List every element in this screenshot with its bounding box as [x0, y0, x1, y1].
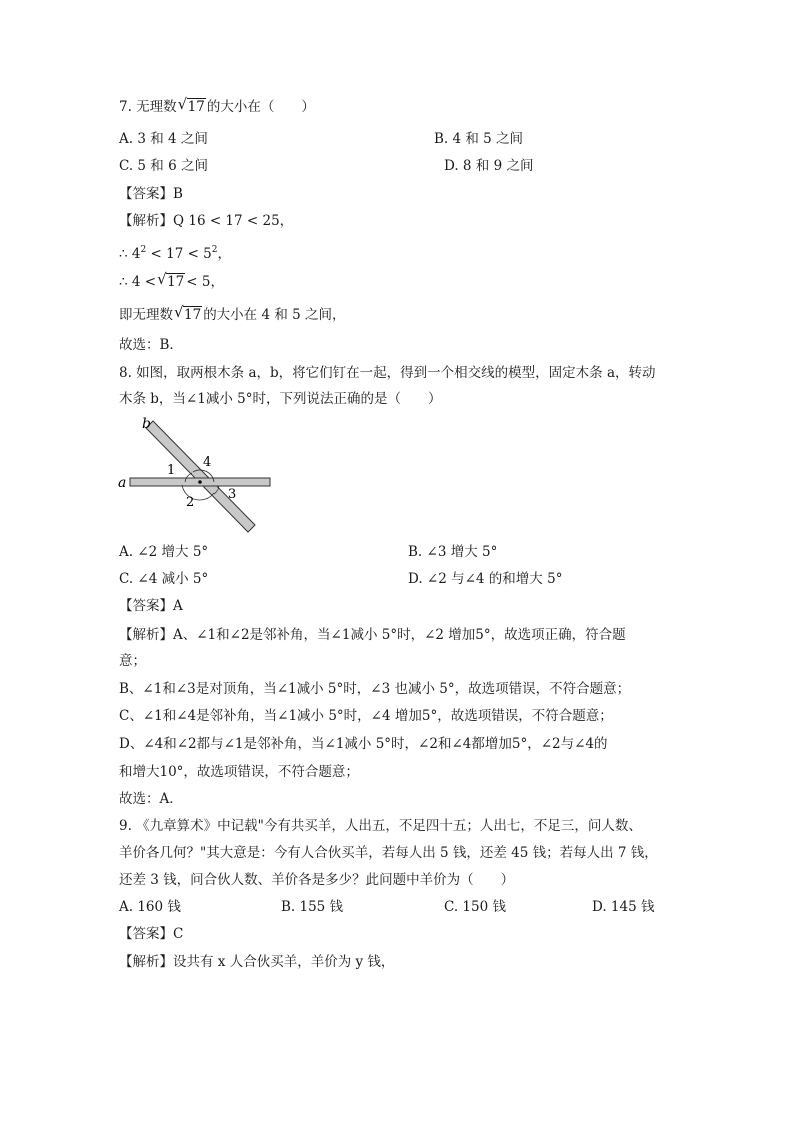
- q9-stem-2: 羊价各几何？"其大意是：今有人合伙买羊，若每人出 5 钱，还差 45 钱；若每人出 7 钱，: [119, 845, 658, 861]
- q7-analysis-5: 故选：B．: [119, 337, 183, 353]
- q9-answer: 【答案】C: [119, 926, 184, 942]
- q8-answer: 【答案】A: [119, 598, 183, 614]
- q8-analysis-2: 意；: [119, 653, 146, 669]
- q8-analysis-5: D、∠4和∠2都与∠1是邻补角，当∠1减小 5°时，∠2和∠4都增加5°，∠2与∠4的: [119, 736, 608, 752]
- q9-stem-3: 还差 3 钱，问合伙人数、羊价各是多少？此问题中羊价为（ ）: [119, 872, 515, 888]
- q9-option-a: A. 160 钱: [119, 899, 181, 915]
- q8-analysis-6: 和增大10°，故选项错误，不符合题意；: [119, 764, 359, 780]
- q7-analysis-1: 【解析】Q 16 < 17 < 25，: [119, 213, 294, 229]
- q9-analysis-1: 【解析】设共有 x 人合伙买羊，羊价为 y 钱，: [119, 954, 395, 970]
- q7-answer: 【答案】B: [119, 186, 183, 202]
- q8-option-a: A. ∠2 增大 5°: [119, 544, 209, 560]
- q7-option-a: A. 3 和 4 之间: [119, 131, 208, 147]
- sqrt-17: √ 17: [157, 270, 185, 290]
- sqrt-17: √ 17: [177, 95, 205, 115]
- q7-analysis-2: ∴ $4^2 < 17 < 5^2$，: [119, 245, 232, 262]
- q7-option-d: D. 8 和 9 之间: [444, 158, 534, 174]
- label-2: 2: [186, 495, 195, 510]
- q8-option-b: B. ∠3 增大 5°: [408, 544, 498, 560]
- q8-option-c: C. ∠4 减小 5°: [119, 571, 209, 587]
- q7-option-b: B. 4 和 5 之间: [434, 131, 524, 147]
- q8-stem-1: 8. 如图，取两根木条 a，b，将它们钉在一起，得到一个相交线的模型，固定木条 a，转动: [119, 365, 656, 381]
- q7-analysis-4: 即无理数 √ 17 的大小在 4 和 5 之间，: [119, 303, 346, 323]
- q7-analysis-3: ∴ 4 < √ 17 < 5，: [119, 270, 224, 290]
- q7-option-c: C. 5 和 6 之间: [119, 158, 208, 174]
- q8-analysis-7: 故选：A．: [119, 791, 183, 807]
- q9-option-c: C. 150 钱: [444, 899, 506, 915]
- intersection-point: [198, 480, 202, 484]
- label-3: 3: [228, 487, 237, 502]
- q7-stem: [119, 95, 315, 116]
- q9-stem-1: 9. 《九章算术》中记载"今有共买羊，人出五，不足四十五；人出七，不足三，问人数、: [119, 818, 642, 834]
- q7-stem-pre: 7. 无理数: [119, 99, 177, 115]
- q9-option-d: D. 145 钱: [592, 899, 655, 915]
- q8-analysis-1: 【解析】A、∠1和∠2是邻补角，当∠1减小 5°时，∠2 增加5°，故选项正确，符合题: [119, 627, 626, 643]
- label-b: b: [142, 416, 151, 432]
- q9-option-b: B. 155 钱: [281, 899, 344, 915]
- q8-stem-2: 木条 b，当∠1减小 5°时，下列说法正确的是（ ）: [119, 391, 442, 407]
- stick-b: [146, 421, 255, 532]
- label-4: 4: [203, 455, 212, 470]
- q8-analysis-3: B、∠1和∠3是对顶角，当∠1减小 5°时，∠3 也减小 5°，故选项错误，不符合题意；: [119, 681, 631, 697]
- label-1: 1: [167, 463, 176, 478]
- sqrt-17: √ 17: [174, 303, 202, 323]
- label-a: a: [118, 475, 127, 491]
- q8-analysis-4: C、∠1和∠4是邻补角，当∠1减小 5°时，∠4 增加5°，故选项错误，不符合题意；: [119, 708, 613, 724]
- intersecting-lines-figure: [112, 414, 282, 539]
- q8-option-d: D. ∠2 与∠4 的和增大 5°: [408, 571, 563, 587]
- q7-stem-post: 的大小在（ ）: [206, 99, 315, 115]
